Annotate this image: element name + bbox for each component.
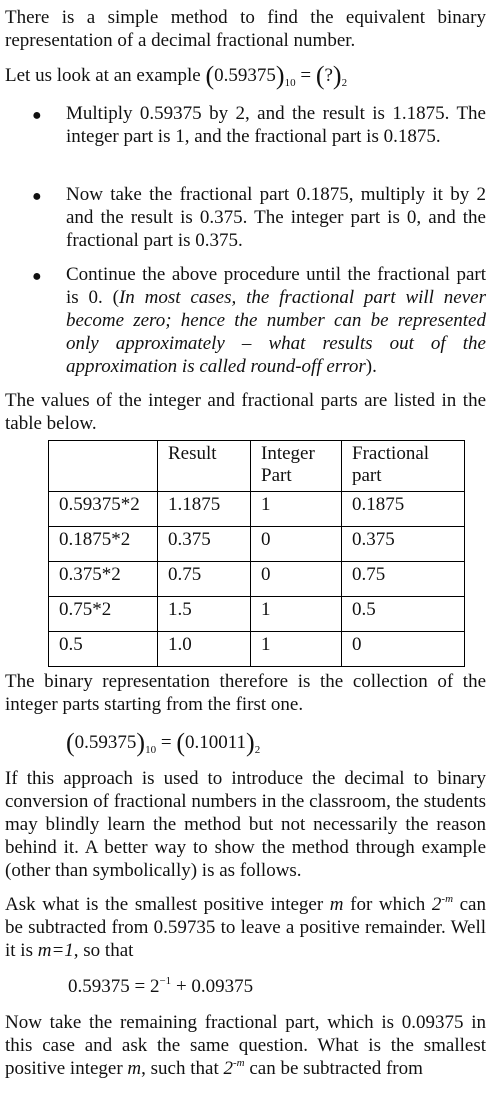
table-intro: The values of the integer and fractional parts are listed in the table below. bbox=[5, 390, 486, 434]
final-text-3: can be subtracted from bbox=[244, 1058, 423, 1079]
table-cell: 0.375*2 bbox=[49, 562, 158, 597]
table-header-cell: Fractional part bbox=[342, 441, 465, 492]
eq2-plus: + bbox=[175, 976, 187, 997]
values-table bbox=[48, 440, 465, 667]
table-row bbox=[49, 632, 465, 667]
bullet-icon: ● bbox=[32, 188, 42, 205]
bullet-3-italic: In most cases, the fractional part will never become zero; hence the number can be represented only approximately – what results out of the approximation is called round-off error bbox=[66, 287, 486, 377]
final-text-1: Now take the remaining fractional part, which is 0.09375 in this case and ask the same question. What is the smallest positive integer bbox=[5, 1012, 486, 1079]
table-header-cell: Integer Part bbox=[251, 441, 342, 492]
table-cell: 0 bbox=[251, 527, 342, 562]
ask-m-eq: m=1 bbox=[37, 940, 74, 961]
bullet-icon: ● bbox=[32, 107, 42, 124]
table-cell: 0.375 bbox=[342, 527, 465, 562]
result-lhs: 0.59375 bbox=[74, 732, 137, 753]
result-lhs-base: 10 bbox=[145, 744, 157, 756]
table-row bbox=[49, 562, 465, 597]
eq2-lhs: 0.59375 bbox=[68, 976, 130, 997]
bullet-item-3 bbox=[66, 263, 486, 378]
table-cell: 1 bbox=[251, 492, 342, 527]
ask-text-3: can be subtracted from 0.59735 to leave a positive remainder. Well it is bbox=[5, 894, 486, 961]
equation-2 bbox=[68, 975, 253, 998]
ask-text-4: , so that bbox=[73, 940, 134, 961]
bullet-3-tail: ). bbox=[365, 356, 377, 377]
bullet-item-1: Multiply 0.59375 by 2, and the result is 1.1875. The integer part is 1, and the fractional part is 0.1875. bbox=[66, 103, 486, 147]
classroom-paragraph: If this approach is used to introduce the decimal to binary conversion of fractional numbers in the classroom, the students may blindly learn the method but not necessarily the reason behind it. A better way to show the method through example (other than symbolically) is as follows. bbox=[5, 768, 486, 881]
table-row bbox=[49, 597, 465, 632]
table-row bbox=[49, 527, 465, 562]
result-rhs-base: 2 bbox=[254, 744, 261, 756]
final-text-2: , such that bbox=[141, 1058, 224, 1079]
eq2-base: 2 bbox=[149, 976, 160, 997]
table-header-cell bbox=[49, 441, 158, 492]
ask-paragraph bbox=[5, 893, 486, 962]
table-header-row bbox=[49, 441, 465, 492]
example-line bbox=[5, 61, 486, 90]
table-cell: 0.5 bbox=[49, 632, 158, 667]
table-header-cell: Result bbox=[158, 441, 251, 492]
table-cell: 1 bbox=[251, 632, 342, 667]
result-rhs: 0.10011 bbox=[184, 732, 247, 753]
table-cell: 1.1875 bbox=[158, 492, 251, 527]
example-lhs-base: 10 bbox=[284, 77, 296, 89]
example-equation: $(0.59375)_{10}$ = $(?)_2$ bbox=[205, 61, 348, 90]
table-cell: 0.75 bbox=[158, 562, 251, 597]
final-m: m bbox=[127, 1058, 142, 1079]
example-rhs-base: 2 bbox=[341, 77, 348, 89]
table-cell: 0.75 bbox=[342, 562, 465, 597]
ask-m: m bbox=[329, 894, 344, 915]
table-cell: 0.1875 bbox=[342, 492, 465, 527]
table-cell: 0.375 bbox=[158, 527, 251, 562]
bullet-icon: ● bbox=[32, 268, 42, 285]
eq2-equals: = bbox=[134, 976, 146, 997]
table-cell: 1.0 bbox=[158, 632, 251, 667]
bullet-3-lead: Continue the above procedure until the fractional part is 0. ( bbox=[66, 264, 486, 308]
ask-text-2: for which bbox=[343, 894, 432, 915]
table-cell: 0 bbox=[251, 562, 342, 597]
intro-paragraph: There is a simple method to find the equivalent binary representation of a decimal fractional number. bbox=[5, 7, 486, 51]
table-cell: 1 bbox=[251, 597, 342, 632]
table-cell: 0.1875*2 bbox=[49, 527, 158, 562]
bullet-item-2: Now take the fractional part 0.1875, multiply it by 2 and the result is 0.375. The integer part is 0, and the fractional part is 0.375. bbox=[66, 184, 486, 251]
final-paragraph bbox=[5, 1011, 486, 1080]
final-power bbox=[223, 1058, 244, 1079]
final-power-exp: -m bbox=[232, 1057, 245, 1069]
eq2-exp: −1 bbox=[159, 975, 172, 987]
table-row bbox=[49, 492, 465, 527]
table-cell: 0 bbox=[342, 632, 465, 667]
table-cell: 0.59375*2 bbox=[49, 492, 158, 527]
table-cell: 0.5 bbox=[342, 597, 465, 632]
ask-power-base: 2 bbox=[431, 894, 442, 915]
table-cell: 1.5 bbox=[158, 597, 251, 632]
result-equation: $(0.59375)_{10} = (0.10011)_2$ bbox=[66, 728, 261, 757]
example-lhs: 0.59375 bbox=[214, 65, 276, 86]
binary-representation-text: The binary representation therefore is the collection of the integer parts starting from the first one. bbox=[5, 671, 486, 715]
table-cell: 0.75*2 bbox=[49, 597, 158, 632]
eq2-remainder: 0.09375 bbox=[191, 976, 254, 997]
example-lead: Let us look at an example bbox=[5, 65, 201, 86]
ask-text-1: Ask what is the smallest positive integer bbox=[5, 894, 330, 915]
ask-power-exp: -m bbox=[441, 893, 454, 905]
ask-power bbox=[432, 894, 453, 915]
final-power-base: 2 bbox=[223, 1058, 233, 1079]
example-rhs: ? bbox=[324, 65, 333, 86]
